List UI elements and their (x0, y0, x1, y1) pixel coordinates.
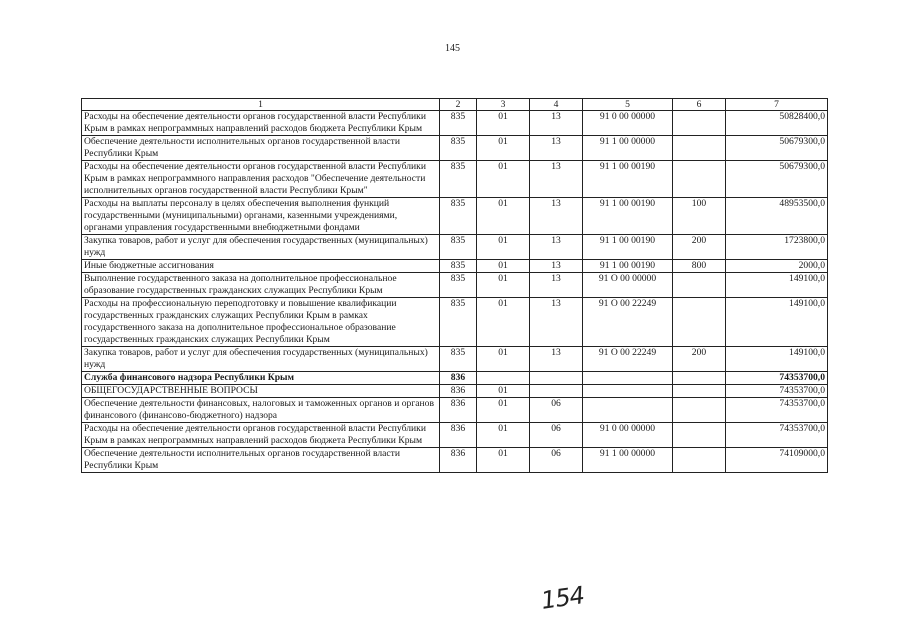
table-row (82, 198, 828, 235)
subsection-code: 13 (530, 235, 583, 260)
chapter-code: 835 (440, 260, 477, 273)
expense-type-code (673, 273, 726, 298)
row-description: Обеспечение деятельности финансовых, налоговых и таможенных органов и органов финансового (финансово-бюджетного) надзора (82, 398, 440, 423)
row-amount: 74353700,0 (726, 385, 828, 398)
target-article-code: 91 О 00 22249 (583, 347, 673, 372)
chapter-code: 836 (440, 423, 477, 448)
table-row (82, 111, 828, 136)
section-code: 01 (477, 111, 530, 136)
expense-type-code (673, 448, 726, 473)
chapter-code: 835 (440, 273, 477, 298)
expense-type-code (673, 161, 726, 198)
table-row (82, 260, 828, 273)
table-row (82, 273, 828, 298)
target-article-code (583, 398, 673, 423)
chapter-code: 836 (440, 372, 477, 385)
expense-type-code: 200 (673, 235, 726, 260)
subsection-code: 06 (530, 398, 583, 423)
budget-table (81, 98, 828, 473)
subsection-code (530, 385, 583, 398)
table-row (82, 235, 828, 260)
chapter-code: 835 (440, 111, 477, 136)
expense-type-code (673, 111, 726, 136)
row-description: Расходы на обеспечение деятельности органов государственной власти Республики Крым в рамках непрограммных направлений расходов бюджета Республики Крым (82, 423, 440, 448)
row-description: Расходы на профессиональную переподготовку и повышение квалификации государственных гражданских служащих Республики Крым в рамках государственного заказа на дополнительное профессиональное образование государственных гражданских служащих Республики Крым (82, 298, 440, 347)
subsection-code: 06 (530, 423, 583, 448)
section-code: 01 (477, 273, 530, 298)
expense-type-code: 100 (673, 198, 726, 235)
row-description: Закупка товаров, работ и услуг для обеспечения государственных (муниципальных) нужд (82, 235, 440, 260)
chapter-code: 836 (440, 448, 477, 473)
table-row (82, 372, 828, 385)
column-header: 3 (477, 99, 530, 111)
handwritten-page-number: 154 (539, 581, 586, 615)
row-amount: 50828400,0 (726, 111, 828, 136)
row-description: Расходы на выплаты персоналу в целях обеспечения выполнения функций государственными (муниципальными) органами, казенными учреждениями, органами управления государственными внебюджетными фондами (82, 198, 440, 235)
column-header: 7 (726, 99, 828, 111)
subsection-code (530, 372, 583, 385)
row-description: Расходы на обеспечение деятельности органов государственной власти Республики Крым в рамках непрограммного направления расходов "Обеспечение деятельности исполнительных органов государственной власти Республики Крым" (82, 161, 440, 198)
expense-type-code (673, 298, 726, 347)
row-amount: 74353700,0 (726, 372, 828, 385)
table-row (82, 161, 828, 198)
target-article-code (583, 372, 673, 385)
section-code: 01 (477, 423, 530, 448)
row-amount: 74353700,0 (726, 398, 828, 423)
column-header: 1 (82, 99, 440, 111)
section-code: 01 (477, 298, 530, 347)
subsection-code: 13 (530, 161, 583, 198)
table-header-row (82, 99, 828, 111)
column-header: 6 (673, 99, 726, 111)
table-row (82, 385, 828, 398)
row-amount: 2000,0 (726, 260, 828, 273)
chapter-code: 836 (440, 398, 477, 423)
chapter-code: 835 (440, 347, 477, 372)
subsection-code: 13 (530, 111, 583, 136)
target-article-code: 91 1 00 00190 (583, 235, 673, 260)
section-code: 01 (477, 398, 530, 423)
expense-type-code (673, 372, 726, 385)
target-article-code: 91 1 00 00190 (583, 161, 673, 198)
row-amount: 50679300,0 (726, 161, 828, 198)
subsection-code: 13 (530, 298, 583, 347)
row-description: Обеспечение деятельности исполнительных органов государственной власти Республики Крым (82, 136, 440, 161)
row-description: Обеспечение деятельности исполнительных органов государственной власти Республики Крым (82, 448, 440, 473)
expense-type-code: 800 (673, 260, 726, 273)
target-article-code: 91 О 00 00000 (583, 273, 673, 298)
row-amount: 74109000,0 (726, 448, 828, 473)
target-article-code: 91 1 00 00000 (583, 448, 673, 473)
target-article-code: 91 0 00 00000 (583, 111, 673, 136)
chapter-code: 835 (440, 298, 477, 347)
expense-type-code (673, 398, 726, 423)
column-header: 2 (440, 99, 477, 111)
section-code: 01 (477, 385, 530, 398)
row-description: Служба финансового надзора Республики Крым (82, 372, 440, 385)
chapter-code: 836 (440, 385, 477, 398)
column-header: 5 (583, 99, 673, 111)
table-row (82, 298, 828, 347)
target-article-code: 91 1 00 00190 (583, 260, 673, 273)
row-description: ОБЩЕГОСУДАРСТВЕННЫЕ ВОПРОСЫ (82, 385, 440, 398)
section-code: 01 (477, 347, 530, 372)
expense-type-code (673, 423, 726, 448)
target-article-code: 91 0 00 00000 (583, 423, 673, 448)
row-amount: 1723800,0 (726, 235, 828, 260)
chapter-code: 835 (440, 198, 477, 235)
table-row (82, 423, 828, 448)
section-code: 01 (477, 136, 530, 161)
target-article-code: 91 О 00 22249 (583, 298, 673, 347)
table-row (82, 398, 828, 423)
section-code (477, 372, 530, 385)
row-amount: 149100,0 (726, 347, 828, 372)
row-amount: 48953500,0 (726, 198, 828, 235)
target-article-code: 91 1 00 00000 (583, 136, 673, 161)
subsection-code: 13 (530, 347, 583, 372)
row-description: Расходы на обеспечение деятельности органов государственной власти Республики Крым в рамках непрограммных направлений расходов бюджета Республики Крым (82, 111, 440, 136)
table-row (82, 347, 828, 372)
row-description: Закупка товаров, работ и услуг для обеспечения государственных (муниципальных) нужд (82, 347, 440, 372)
section-code: 01 (477, 161, 530, 198)
chapter-code: 835 (440, 136, 477, 161)
column-header: 4 (530, 99, 583, 111)
row-amount: 149100,0 (726, 298, 828, 347)
expense-type-code (673, 385, 726, 398)
expense-type-code (673, 136, 726, 161)
subsection-code: 13 (530, 273, 583, 298)
table-row (82, 136, 828, 161)
subsection-code: 13 (530, 136, 583, 161)
subsection-code: 06 (530, 448, 583, 473)
subsection-code: 13 (530, 198, 583, 235)
target-article-code: 91 1 00 00190 (583, 198, 673, 235)
subsection-code: 13 (530, 260, 583, 273)
section-code: 01 (477, 235, 530, 260)
section-code: 01 (477, 198, 530, 235)
row-amount: 149100,0 (726, 273, 828, 298)
row-amount: 50679300,0 (726, 136, 828, 161)
table-row (82, 448, 828, 473)
section-code: 01 (477, 448, 530, 473)
page-number: 145 (445, 43, 460, 54)
row-description: Иные бюджетные ассигнования (82, 260, 440, 273)
row-description: Выполнение государственного заказа на дополнительное профессиональное образование государственных гражданских служащих Республики Крым (82, 273, 440, 298)
row-amount: 74353700,0 (726, 423, 828, 448)
expense-type-code: 200 (673, 347, 726, 372)
chapter-code: 835 (440, 235, 477, 260)
section-code: 01 (477, 260, 530, 273)
target-article-code (583, 385, 673, 398)
chapter-code: 835 (440, 161, 477, 198)
